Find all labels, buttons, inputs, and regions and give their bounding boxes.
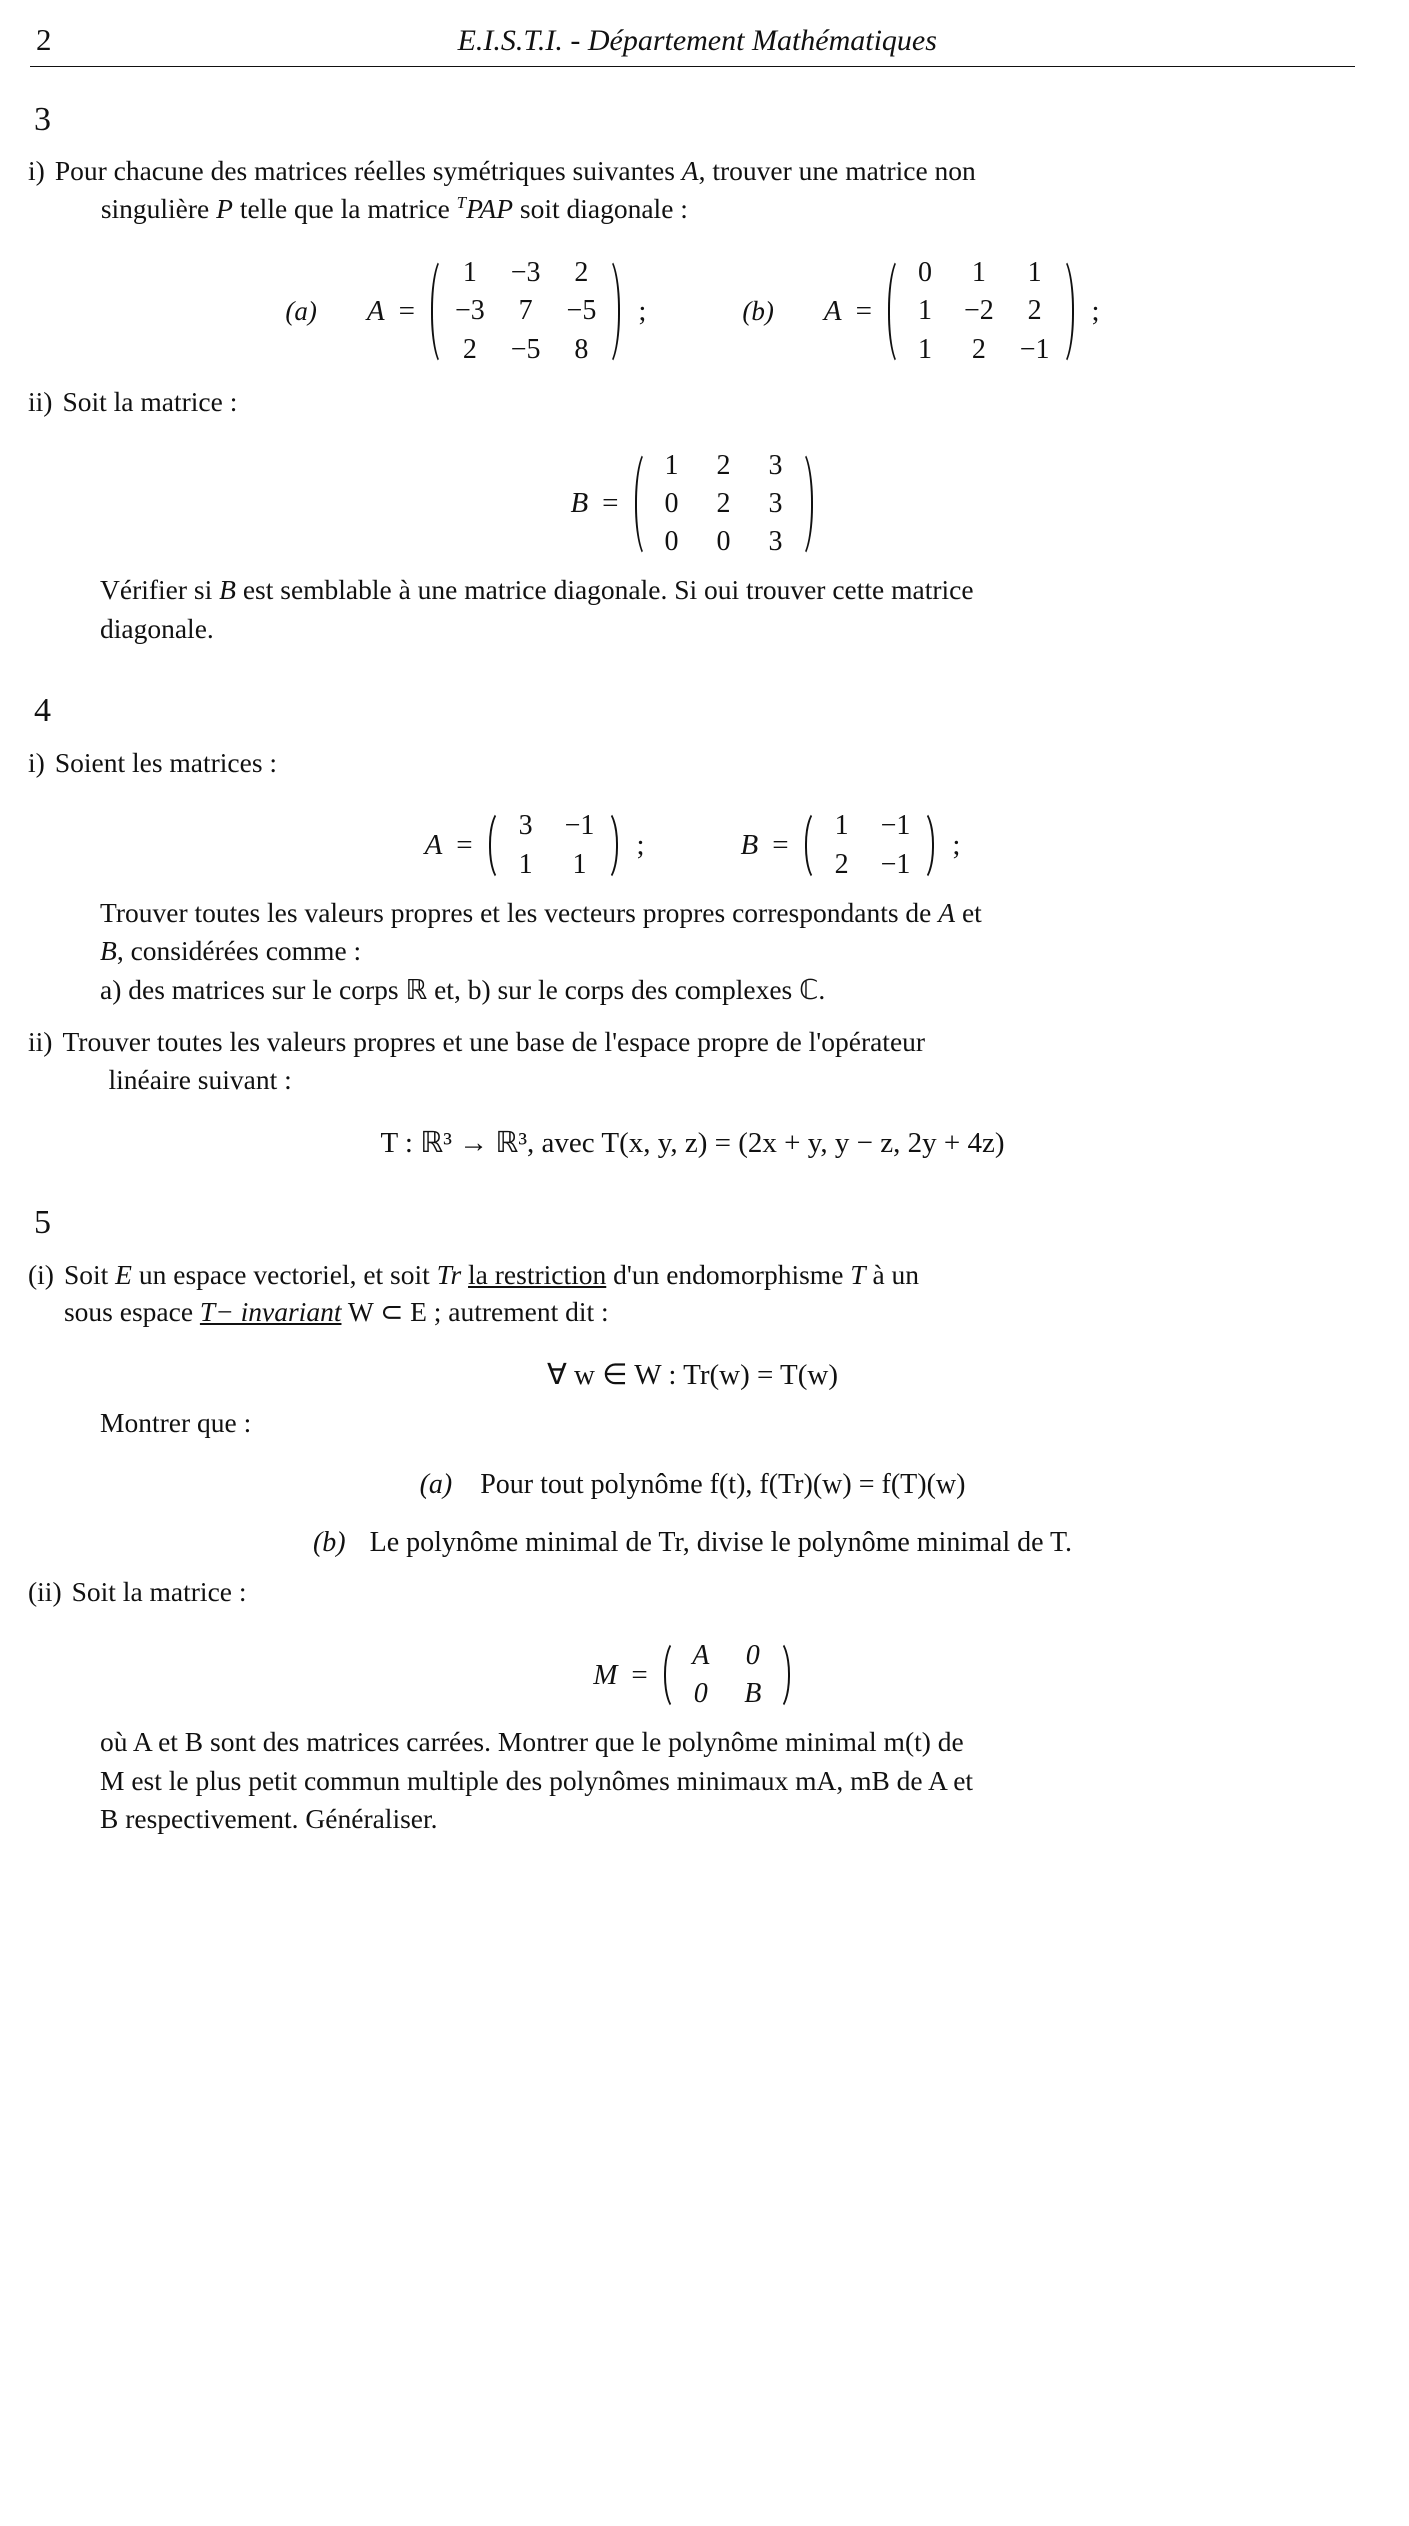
exercise-5-item-i <box>28 1256 1357 1332</box>
cell: 1 <box>518 848 533 880</box>
ex4-ii-line2: linéaire suivant : <box>108 1064 292 1096</box>
header-rule <box>30 66 1355 67</box>
matrix-b-variable: A <box>823 295 842 327</box>
matrix-b-group: (b) A = 0 1 1 1 −2 2 1 2 −1 ; <box>742 254 1099 368</box>
ex4-p1-pre: Trouver toutes les valeurs propres et les vecteurs propres correspondants de <box>100 896 932 928</box>
cell: 0 <box>664 487 679 519</box>
matrix-M-group: M = A 0 0 B <box>593 1637 792 1713</box>
exercise-5-item-ii-label: (ii) <box>28 1575 62 1607</box>
exercise-4-item-ii <box>28 1023 1357 1099</box>
cell: −5 <box>566 295 597 327</box>
cell: 2 <box>716 487 731 519</box>
exercise-4-item-i-label: i) <box>28 746 45 778</box>
right-paren <box>604 807 620 883</box>
cell: 1 <box>462 257 477 289</box>
exercise-4-display-T: T : ℝ³ → ℝ³, avec T(x, y, z) = (2x + y, y − z, 2y + 4z) <box>380 1127 1005 1160</box>
cell: 1 <box>917 295 932 327</box>
cell: 1 <box>572 848 587 880</box>
ex3-i-PAP: PAP <box>466 193 514 225</box>
ex5-i-underlined-restriction: la restriction <box>468 1258 607 1290</box>
exercise-3-item-ii <box>28 383 1357 421</box>
ex5-i-line2-b: W ⊂ E ; autrement dit : <box>347 1296 609 1328</box>
matrix-B4-group: B = 1 −1 2 −1 ; <box>741 807 961 883</box>
cell: 2 <box>574 257 589 289</box>
exercise-3-item-i-label: i) <box>28 155 45 187</box>
ex3-i-text-part1: Pour chacune des matrices réelles symétriques suivantes <box>54 155 675 187</box>
right-paren <box>920 807 936 883</box>
cell: −1 <box>1019 333 1050 365</box>
right-paren <box>799 447 815 561</box>
matrix-B-row <box>28 447 1357 561</box>
cell: −1 <box>564 810 595 842</box>
ex5-i-d: à un <box>872 1258 920 1290</box>
cell: 2 <box>834 848 849 880</box>
exercise-3-item-ii-body: Soit la matrice : <box>62 385 238 417</box>
cell: 2 <box>462 333 477 365</box>
exercise-5-sub-b <box>28 1527 1357 1559</box>
exercise-3-item-ii-label: ii) <box>28 385 53 417</box>
left-paren <box>487 807 503 883</box>
section-number-5: 5 <box>34 1204 51 1242</box>
cell: 0 <box>917 257 932 289</box>
matrix-M-grid <box>678 1637 776 1713</box>
exercise-5-montrer: Montrer que : <box>100 1407 252 1439</box>
section-number-4: 4 <box>34 692 51 730</box>
cell: −5 <box>510 333 541 365</box>
cell: B <box>744 1678 762 1710</box>
right-paren <box>606 254 622 368</box>
ex3-i-var-P: P <box>216 193 233 225</box>
exercise-4-matrices-row <box>28 807 1357 883</box>
ex5-i-var-E: E <box>115 1258 132 1290</box>
ex5-i-a: Soit <box>63 1258 109 1290</box>
matrix-B-grid <box>649 447 799 561</box>
exercise-5-sub-a <box>28 1469 1357 1501</box>
matrix-B4-grid <box>819 807 921 883</box>
matrix-B-group: B = 1 2 3 0 2 3 0 0 3 <box>570 447 814 561</box>
left-paren <box>633 447 649 561</box>
matrix-b-grid <box>902 254 1060 368</box>
exercise-3-closing <box>100 571 1357 648</box>
cell: 1 <box>664 449 679 481</box>
cell: 2 <box>1027 295 1042 327</box>
matrix-a-group: (a) A = 1 −3 2 −3 7 −5 2 −5 8 ; <box>285 254 646 368</box>
matrix-B <box>633 447 815 561</box>
exercise-5-item-ii-body: Soit la matrice : <box>71 1575 247 1607</box>
ex5-closing-line3: B respectivement. Généraliser. <box>100 1803 438 1835</box>
ex4-p1-var-A: A <box>938 896 956 928</box>
exercise-5-display-forall: ∀ w ∈ W : Tr(w) = T(w) <box>546 1359 839 1392</box>
matrix-A4-group: A = 3 −1 1 1 ; <box>425 807 645 883</box>
cell: −3 <box>454 295 485 327</box>
cell: 1 <box>834 810 849 842</box>
left-paren <box>662 1637 678 1713</box>
cell: 0 <box>716 525 731 557</box>
right-paren <box>776 1637 792 1713</box>
cell: 3 <box>768 449 783 481</box>
matrix-b-label: (b) <box>742 296 774 326</box>
closing-line2: diagonale. <box>100 612 214 644</box>
matrix-B4 <box>803 807 937 883</box>
ex3-i-line2-part1: singulière <box>100 193 210 225</box>
matrix-M-row <box>28 1637 1357 1713</box>
left-paren <box>429 254 445 368</box>
cell: A <box>692 1639 710 1671</box>
ex5-i-line2-a: sous espace <box>63 1296 194 1328</box>
cell: 2 <box>716 449 731 481</box>
ex4-ii-line1: Trouver toutes les valeurs propres et une base de l'espace propre de l'opérateur <box>62 1026 926 1058</box>
header-title: E.I.S.T.I. - Département Mathématiques <box>457 24 937 57</box>
cell: 3 <box>518 810 533 842</box>
ex5-i-underlined-invariant: T− invariant <box>199 1296 342 1328</box>
exercise-4-item-ii-label: ii) <box>28 1026 53 1058</box>
left-paren <box>803 807 819 883</box>
left-paren <box>886 254 902 368</box>
cell: 2 <box>971 333 986 365</box>
closing-var-B: B <box>219 574 236 606</box>
cell: −3 <box>510 257 541 289</box>
cell: 1 <box>917 333 932 365</box>
ex5-sub-a-text: Pour tout polynôme f(t), f(Tr)(w) = f(T)(w) <box>480 1468 966 1500</box>
cell: −2 <box>963 295 994 327</box>
ex5-closing-line1: où A et B sont des matrices carrées. Montrer que le polynôme minimal m(t) de <box>100 1726 964 1758</box>
cell: 1 <box>971 257 986 289</box>
ex5-closing-line2: M est le plus petit commun multiple des polynômes minimaux mA, mB de A et <box>100 1764 974 1796</box>
exercise-5-item-i-label: (i) <box>28 1258 54 1290</box>
closing-part2: est semblable à une matrice diagonale. Si oui trouver cette matrice <box>242 574 974 606</box>
matrix-b <box>886 254 1076 368</box>
exercise-4-paragraph-1 <box>100 894 1357 971</box>
ex3-i-line2-part3: soit diagonale : <box>519 193 688 225</box>
matrix-a <box>429 254 622 368</box>
exercise-5-item-ii <box>28 1573 1357 1611</box>
matrix-B-variable: B <box>570 487 589 520</box>
cell: 3 <box>768 525 783 557</box>
cell: 1 <box>1027 257 1042 289</box>
exercise-4-item-i-body: Soient les matrices : <box>54 746 278 778</box>
exercise-5-closing <box>100 1723 1357 1839</box>
exercise-4-item-ii-body <box>62 1023 1357 1099</box>
matrix-A4-variable: A <box>424 829 443 862</box>
ex5-sub-b-text: Le polynôme minimal de Tr, divise le polynôme minimal de T. <box>369 1526 1073 1558</box>
cell: −1 <box>880 848 911 880</box>
closing-part1: Vérifier si <box>100 574 213 606</box>
matrix-a-grid <box>445 254 606 368</box>
exercise-3-matrices-row <box>28 254 1357 368</box>
ex5-i-b: un espace vectoriel, et soit <box>138 1258 430 1290</box>
matrix-M-variable: M <box>593 1658 618 1691</box>
ex5-i-var-Tr: Tr <box>436 1258 462 1290</box>
ex3-i-var-A: A <box>681 155 699 187</box>
ex5-sub-a-label: (a) <box>419 1468 453 1500</box>
page-number: 2 <box>36 22 52 57</box>
exercise-4-paragraph-2: a) des matrices sur le corps ℝ et, b) sur le corps des complexes ℂ. <box>100 973 826 1005</box>
section-number-3: 3 <box>34 101 51 138</box>
matrix-a-variable: A <box>366 295 385 327</box>
cell: 7 <box>518 295 533 327</box>
ex3-i-line2-part2: telle que la matrice <box>239 193 450 225</box>
page-header <box>28 22 1357 64</box>
matrix-a-label: (a) <box>285 296 317 326</box>
ex3-i-text-part2: , trouver une matrice non <box>698 155 976 187</box>
cell: 3 <box>768 487 783 519</box>
ex5-sub-b-label: (b) <box>312 1526 346 1558</box>
ex5-i-c: d'un endomorphisme <box>613 1258 844 1290</box>
ex4-p1-et: et <box>961 896 982 928</box>
exercise-4-item-i <box>28 744 1357 782</box>
cell: 8 <box>574 333 589 365</box>
cell: 0 <box>664 525 679 557</box>
right-paren <box>1060 254 1076 368</box>
ex4-p1-post: , considérées comme : <box>116 935 362 967</box>
cell: −1 <box>880 810 911 842</box>
cell: 0 <box>745 1639 760 1671</box>
matrix-B4-variable: B <box>740 829 759 862</box>
exercise-3-item-i-body <box>55 152 1357 228</box>
cell: 0 <box>693 1678 708 1710</box>
matrix-A4 <box>487 807 621 883</box>
ex3-i-transpose-symbol: T <box>456 193 467 213</box>
exercise-5-item-i-body <box>64 1256 1357 1332</box>
matrix-M <box>662 1637 792 1713</box>
ex5-i-var-T: T <box>850 1258 866 1290</box>
matrix-A4-grid <box>503 807 605 883</box>
exercise-3-item-i <box>28 152 1357 228</box>
ex4-p1-var-B: B <box>100 935 117 967</box>
